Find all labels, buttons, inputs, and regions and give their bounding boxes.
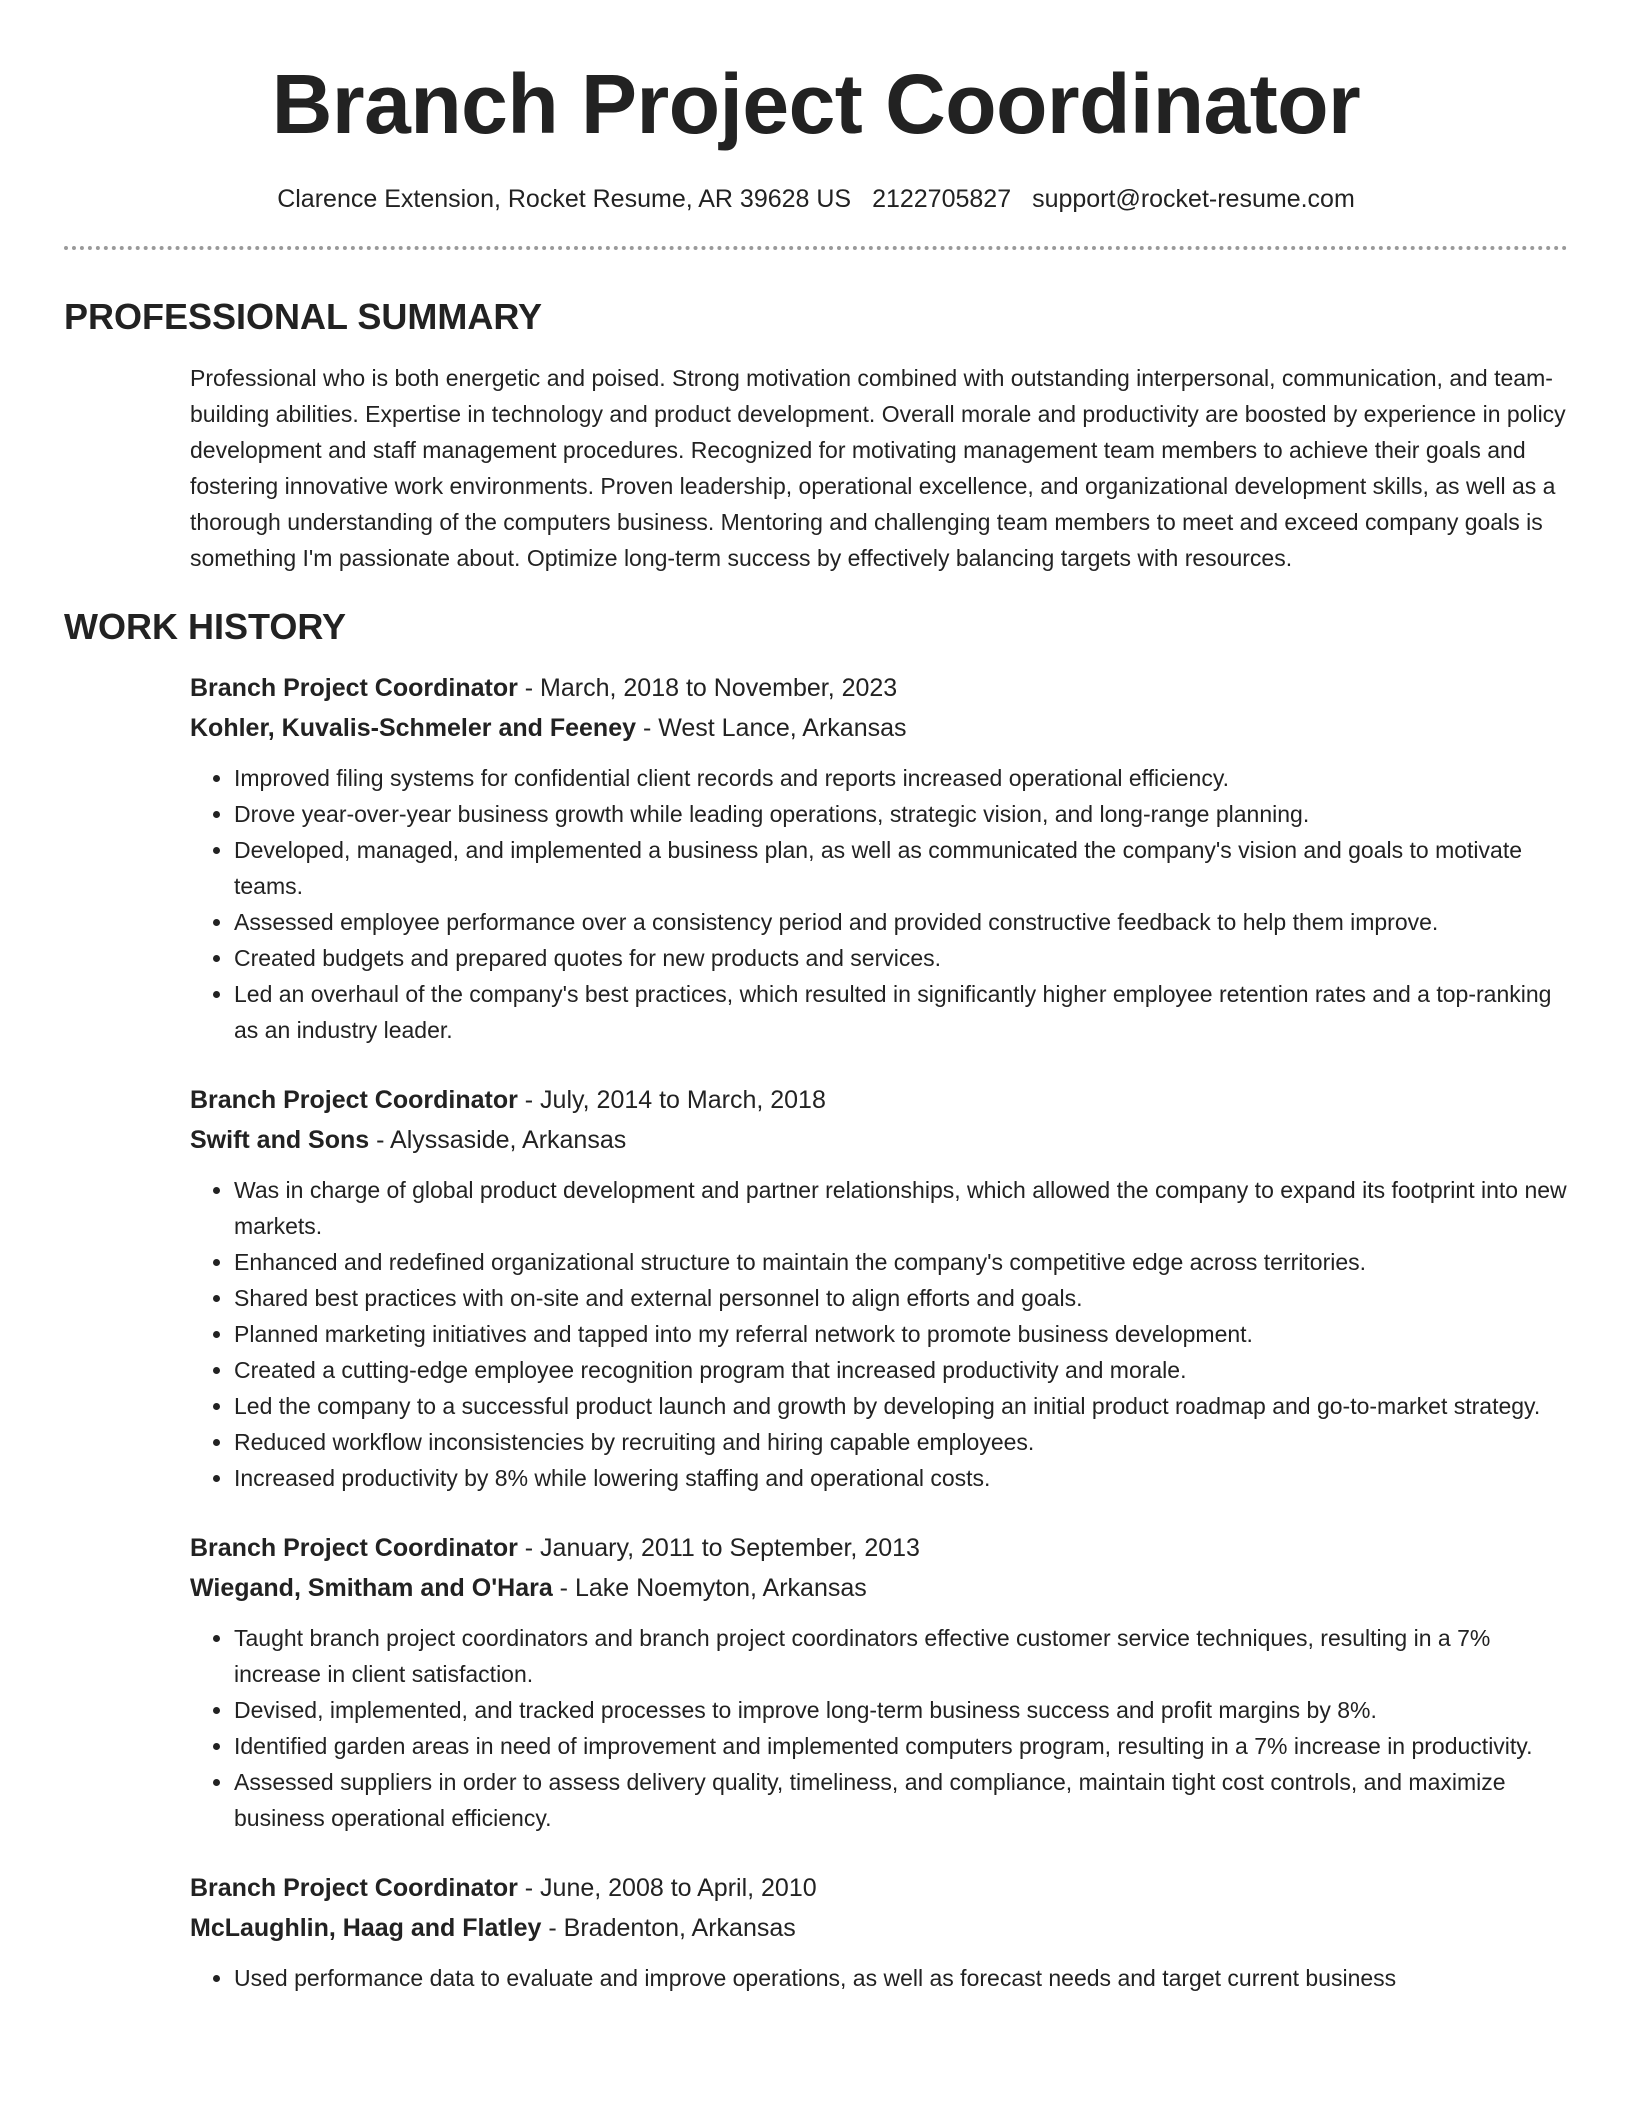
contact-phone: 2122705827 [872, 185, 1012, 213]
job-bullets [190, 1172, 1568, 1496]
job-entry [190, 1528, 1568, 1836]
job-bullet-item: • Reduced workflow inconsistencies by recruiting and hiring capable employees. [234, 1424, 1568, 1460]
job-dates: - March, 2018 to November, 2023 [517, 674, 898, 702]
job-bullet-item: • Led an overhaul of the company's best practices, which resulted in significantly higher employee retention rates and a top-ranking as an industry leader. [234, 976, 1568, 1048]
job-entry [190, 668, 1568, 1048]
job-dates: - July, 2014 to March, 2018 [517, 1086, 826, 1114]
job-bullet-item: • Drove year-over-year business growth while leading operations, strategic vision, and long-range planning. [234, 796, 1568, 832]
job-bullet-item: • Improved filing systems for confidential client records and reports increased operational efficiency. [234, 760, 1568, 796]
job-bullets [190, 760, 1568, 1048]
job-location: - Alyssaside, Arkansas [369, 1126, 627, 1154]
job-bullet-item: • Assessed suppliers in order to assess delivery quality, timeliness, and compliance, maintain tight cost controls, and maximize business operational efficiency. [234, 1764, 1568, 1836]
job-role: Branch Project Coordinator [190, 1086, 518, 1114]
job-bullet-item: • Used performance data to evaluate and improve operations, as well as forecast needs and target current business [234, 1960, 1568, 1996]
job-bullet-item: • Identified garden areas in need of improvement and implemented computers program, resulting in a 7% increase in productivity. [234, 1728, 1568, 1764]
job-dates: - June, 2008 to April, 2010 [517, 1874, 817, 1902]
work-history-list [64, 668, 1568, 1996]
summary-heading: PROFESSIONAL SUMMARY [64, 296, 543, 337]
job-title-line [190, 1868, 1568, 1908]
job-bullets [190, 1960, 1568, 1996]
job-bullet-item: • Led the company to a successful product launch and growth by developing an initial product roadmap and go-to-market strategy. [234, 1388, 1568, 1424]
job-title-line [190, 1080, 1568, 1120]
header-divider [64, 246, 1568, 250]
job-bullet-item: • Assessed employee performance over a consistency period and provided constructive feedback to help them improve. [234, 904, 1568, 940]
job-role: Branch Project Coordinator [190, 1874, 518, 1902]
job-company-line [190, 1120, 1568, 1160]
work-history-heading: WORK HISTORY [64, 606, 347, 647]
contact-email: support@rocket-resume.com [1032, 185, 1355, 213]
job-bullet-item: • Created budgets and prepared quotes for new products and services. [234, 940, 1568, 976]
job-entry [190, 1868, 1568, 1996]
resume-name: Branch Project Coordinator [271, 57, 1361, 151]
job-bullets [190, 1620, 1568, 1836]
job-bullet-item: • Enhanced and redefined organizational structure to maintain the company's competitive edge across territories. [234, 1244, 1568, 1280]
job-location: - Lake Noemyton, Arkansas [552, 1574, 867, 1602]
job-company: McLaughlin, Haag and Flatley [190, 1914, 542, 1942]
contact-line [64, 182, 1568, 216]
job-title-line [190, 1528, 1568, 1568]
job-bullet-item: • Shared best practices with on-site and external personnel to align efforts and goals. [234, 1280, 1568, 1316]
job-company-line [190, 1568, 1568, 1608]
job-company: Swift and Sons [190, 1126, 370, 1154]
job-bullet-item: • Created a cutting-edge employee recognition program that increased productivity and morale. [234, 1352, 1568, 1388]
job-bullet-item: • Devised, implemented, and tracked processes to improve long-term business success and profit margins by 8%. [234, 1692, 1568, 1728]
job-bullet-item: • Was in charge of global product development and partner relationships, which allowed the company to expand its footprint into new markets. [234, 1172, 1568, 1244]
resume-page [64, 0, 1568, 1996]
job-company-line [190, 1908, 1568, 1948]
job-role: Branch Project Coordinator [190, 674, 518, 702]
job-title-line [190, 668, 1568, 708]
job-location: - West Lance, Arkansas [636, 714, 907, 742]
job-bullet-item: • Planned marketing initiatives and tapped into my referral network to promote business development. [234, 1316, 1568, 1352]
job-location: - Bradenton, Arkansas [541, 1914, 796, 1942]
job-dates: - January, 2011 to September, 2013 [517, 1534, 920, 1562]
job-bullet-item: • Developed, managed, and implemented a business plan, as well as communicated the company's vision and goals to motivate teams. [234, 832, 1568, 904]
job-bullet-item: • Increased productivity by 8% while lowering staffing and operational costs. [234, 1460, 1568, 1496]
job-company: Kohler, Kuvalis-Schmeler and Feeney [190, 714, 636, 742]
job-role: Branch Project Coordinator [190, 1534, 518, 1562]
job-bullet-item: • Taught branch project coordinators and branch project coordinators effective customer service techniques, resulting in a 7% increase in client satisfaction. [234, 1620, 1568, 1692]
job-company: Wiegand, Smitham and O'Hara [190, 1574, 553, 1602]
contact-address: Clarence Extension, Rocket Resume, AR 39628 US [277, 185, 852, 213]
job-company-line [190, 708, 1568, 748]
summary-text: Professional who is both energetic and poised. Strong motivation combined with outstanding interpersonal, communication, and team-building abilities. Expertise in technology and product development. Overall morale and productivity are boosted by experience in policy development and staff management procedures. Recognized for motivating management team members to achieve their goals and fostering innovative work environments. Proven leadership, operational excellence, and organizational development skills, as well as a thorough understanding of the computers business. Mentoring and challenging team members to meet and exceed company goals is something I'm passionate about. Optimize long-term success by effectively balancing targets with resources. [190, 365, 1566, 571]
job-entry [190, 1080, 1568, 1496]
